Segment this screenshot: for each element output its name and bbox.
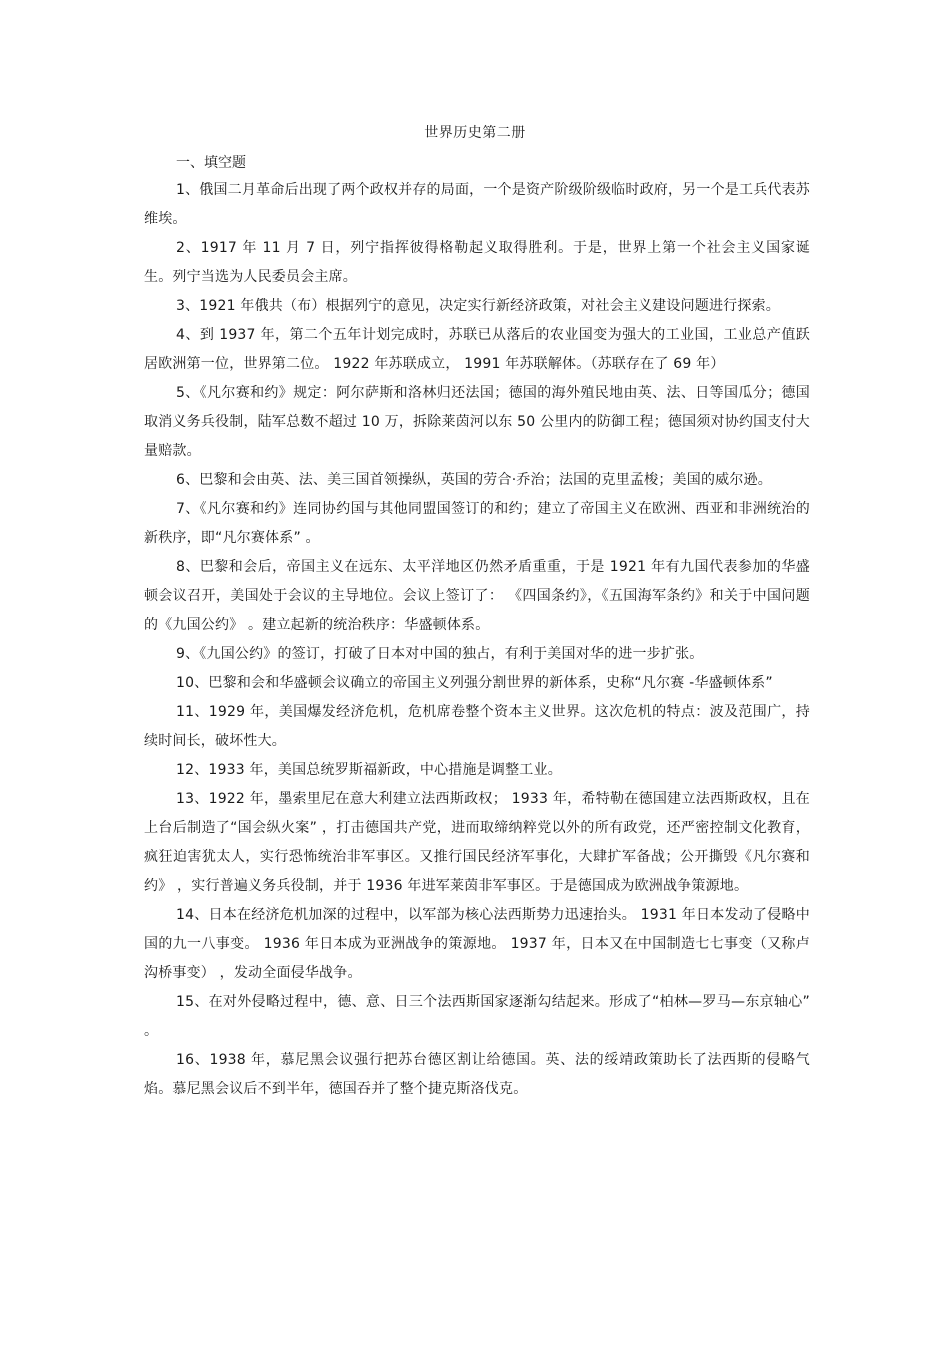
section-heading: 一、填空题: [176, 155, 246, 171]
question-item: 14、日本在经济危机加深的过程中，以军部为核心法西斯势力迅速抬头。 1931 年日本发动了侵略中国的九一八事变。 1936 年日本成为亚洲战争的策源地。 1937 年，日本又在中国制造七七事变（又称卢沟桥事变） ，发动全面侵华战争。: [144, 907, 810, 981]
question-item: 9、《九国公约》的签订，打破了日本对中国的独占，有利于美国对华的进一步扩张。: [176, 646, 704, 662]
question-item: 6、巴黎和会由英、法、美三国首领操纵，英国的劳合·乔治；法国的克里孟梭；美国的威尔逊。: [176, 472, 772, 488]
question-item: 2、1917 年 11 月 7 日，列宁指挥彼得格勒起义取得胜利。于是，世界上第一个社会主义国家诞生。列宁当选为人民委员会主席。: [144, 240, 810, 285]
question-item: 3、1921 年俄共（布）根据列宁的意见，决定实行新经济政策，对社会主义建设问题进行探索。: [176, 298, 780, 314]
question-list: [144, 176, 810, 1104]
question-item: 15、在对外侵略过程中，德、意、日三个法西斯国家逐渐勾结起来。形成了“柏林—罗马—东京轴心” 。: [144, 994, 810, 1039]
question-item: 12、1933 年，美国总统罗斯福新政，中心措施是调整工业。: [176, 762, 562, 778]
question-item: 7、《凡尔赛和约》连同协约国与其他同盟国签订的和约；建立了帝国主义在欧洲、西亚和非洲统治的新秩序，即“凡尔赛体系” 。: [144, 501, 810, 546]
question-item: 13、1922 年，墨索里尼在意大利建立法西斯政权； 1933 年，希特勒在德国建立法西斯政权，且在上台后制造了“国会纵火案” ，打击德国共产党，进而取缔纳粹党以外的所有政党，还严密控制文化教育，疯狂迫害犹太人，实行恐怖统治非军事区。又推行国民经济军事化，大肆扩军备战；公开撕毁《凡尔赛和约》 ，实行普遍义务兵役制，并于 1936 年进军莱茵非军事区。于是德国成为欧洲战争策源地。: [144, 791, 810, 894]
question-item: 11、1929 年，美国爆发经济危机，危机席卷整个资本主义世界。这次危机的特点：波及范围广，持续时间长，破坏性大。: [144, 704, 810, 749]
document-title: 世界历史第二册: [424, 125, 526, 141]
question-item: 5、《凡尔赛和约》规定：阿尔萨斯和洛林归还法国；德国的海外殖民地由英、法、日等国瓜分；德国取消义务兵役制，陆军总数不超过 10 万，拆除莱茵河以东 50 公里内的防御工程；德国须对协约国支付大量赔款。: [144, 385, 810, 459]
question-item: 10、巴黎和会和华盛顿会议确立的帝国主义列强分割世界的新体系，史称“凡尔赛 -华盛顿体系”: [176, 675, 773, 691]
question-item: 4、到 1937 年，第二个五年计划完成时，苏联已从落后的农业国变为强大的工业国，工业总产值跃居欧洲第一位，世界第二位。 1922 年苏联成立， 1991 年苏联解体。（苏联存在了 69 年）: [144, 327, 810, 372]
question-item: 8、巴黎和会后，帝国主义在远东、太平洋地区仍然矛盾重重，于是 1921 年有九国代表参加的华盛顿会议召开，美国处于会议的主导地位。会议上签订了： 《四国条约》，《五国海军条约》和关于中国问题的《九国公约》 。建立起新的统治秩序：华盛顿体系。: [144, 559, 810, 633]
question-item: 1、俄国二月革命后出现了两个政权并存的局面，一个是资产阶级阶级临时政府，另一个是工兵代表苏维埃。: [144, 182, 810, 227]
question-item: 16、1938 年，慕尼黑会议强行把苏台德区割让给德国。英、法的绥靖政策助长了法西斯的侵略气焰。慕尼黑会议后不到半年，德国吞并了整个捷克斯洛伐克。: [144, 1052, 810, 1097]
